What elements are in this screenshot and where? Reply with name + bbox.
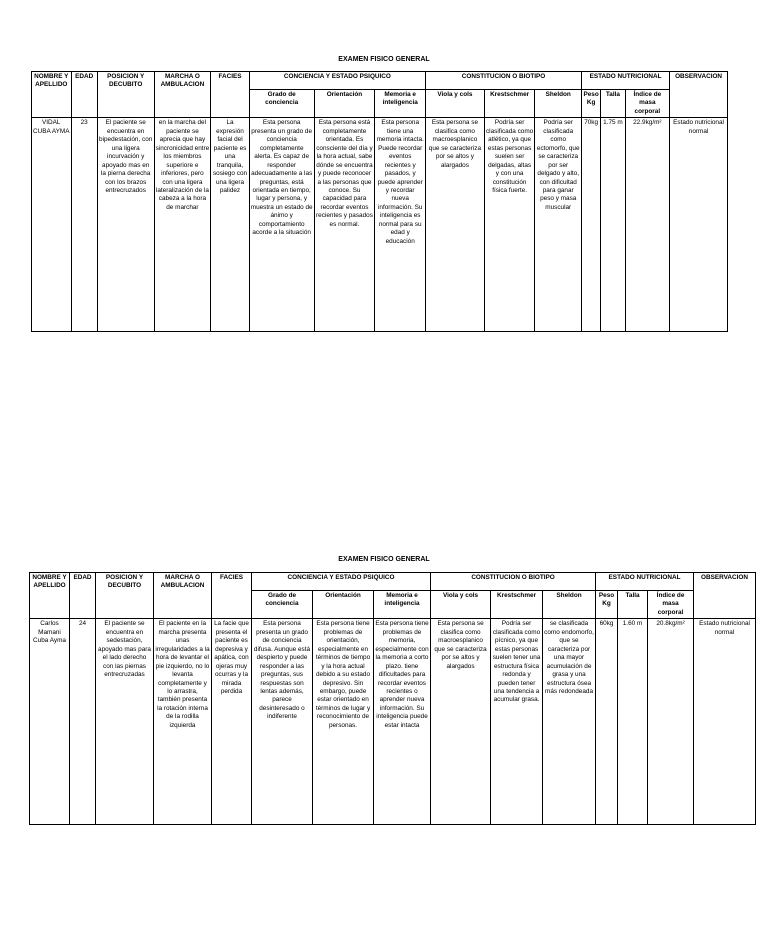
header-posicion: POSICION Y DECUBITO: [97, 72, 154, 118]
cell-edad: 23: [71, 118, 97, 332]
cell-imc: 20.8kg/m²: [648, 619, 694, 825]
cell-marcha: El paciente en la marcha presenta unas irregularidades a la hora de levantar el pie izquierdo, no lo levanta completamente y lo arrastra, también presenta la rotación interna de la rodilla izquierda: [154, 619, 212, 825]
header-kretschmer: Krestschmer: [484, 90, 535, 118]
header-nutricional: ESTADO NUTRICIONAL: [596, 573, 694, 591]
cell-orientacion: Esta persona está completamente orientada. Es consciente del día y la hora actual, sabe dónde se encuentra y puede reconocer a las personas que conoce. Su capacidad para recordar eventos recientes y pasados es normal.: [314, 118, 375, 332]
header-constitucion: CONSTITUCION O BIOTIPO: [431, 573, 596, 591]
header-peso: Peso Kg: [582, 90, 601, 118]
cell-memoria: Esta persona tiene problemas de memoria, especialmente con la memoria a corto plazo. tiene dificultades para recordar eventos recientes o aprender nueva información. Su inteligencia puede estar intacta: [374, 619, 431, 825]
cell-facies: La expresión facial del paciente es una tranquila, sosiego con una ligera palidez: [211, 118, 249, 332]
cell-nombre: Carlos Mamani Cuba Ayma: [30, 619, 70, 825]
cell-observacion: Estado nutricional normal: [694, 619, 756, 825]
cell-talla: 1.60 m: [618, 619, 648, 825]
header-peso: Peso Kg: [596, 591, 618, 619]
cell-sheldon: Podría ser clasificada como ectomorfo, que se caracteriza por ser delgado y alto, con dificultad para ganar peso y masa muscular: [535, 118, 582, 332]
cell-posicion: El paciente se encuentra en bipedestación, con una ligera incurvación y apoyado mas en la pierna derecha con los brazos entrecruzados: [97, 118, 154, 332]
header-talla: Talla: [618, 591, 648, 619]
header-nombre: NOMBRE Y APELLIDO: [32, 72, 72, 118]
header-facies: FACIES: [211, 72, 249, 118]
cell-viola: Esta persona se clasifica como macroesplanico que se caracteriza por se altos y alargados: [431, 619, 491, 825]
header-posicion: POSICION Y DECUBITO: [96, 573, 154, 619]
header-orientacion: Orientación: [314, 90, 375, 118]
cell-kretschmer: Podría ser clasificada como pícnico, ya que estas personas suelen tener una estructura física redonda y pueden tener una tendencia a acumular grasa.: [491, 619, 543, 825]
header-memoria: Memoria e inteligencia: [374, 591, 431, 619]
cell-observacion: Estado nutricional normal: [670, 118, 728, 332]
table-row: [30, 619, 756, 825]
header-marcha: MARCHA O AMBULACION: [154, 573, 212, 619]
exam-table: [31, 71, 728, 332]
header-nombre: NOMBRE Y APELLIDO: [30, 573, 70, 619]
header-grado: Grado de conciencia: [249, 90, 314, 118]
header-conciencia: CONCIENCIA Y ESTADO PSIQUICO: [252, 573, 431, 591]
cell-viola: Esta persona se clasifica como macroesplanico que se caracteriza por se altos y alargados: [426, 118, 485, 332]
cell-imc: 22.9kg/m²: [625, 118, 670, 332]
header-viola: Viola y cols: [426, 90, 485, 118]
header-marcha: MARCHA O AMBULACION: [154, 72, 211, 118]
header-observacion: OBSERVACION: [694, 573, 756, 619]
cell-kretschmer: Podría ser clasificada como atlético, ya que estas personas suelen ser delgadas, altas y con una constitución física fuerte.: [484, 118, 535, 332]
header-imc: Índice de masa corporal: [648, 591, 694, 619]
cell-sheldon: se clasificada como endomorfo, que se caracteriza por una mayor acumulación de grasa y una estructura ósea más redondeada: [543, 619, 596, 825]
cell-edad: 24: [70, 619, 96, 825]
cell-talla: 1.75 m: [601, 118, 625, 332]
cell-memoria: Esta persona tiene una memoria intacta. Puede recordar eventos recientes y pasados, y puede aprender y recordar nueva información. Su inteligencia es normal para su edad y educación: [375, 118, 426, 332]
cell-marcha: en la marcha del paciente se aprecia que hay sincronicidad entre los miembros superiore e inferiores, pero con una ligera lateralización de la cabeza a la hora de marchar: [154, 118, 211, 332]
header-observacion: OBSERVACION: [670, 72, 728, 118]
header-viola: Viola y cols: [431, 591, 491, 619]
cell-grado: Esta persona presenta un grado de conciencia completamente alerta. Es capaz de responder adecuadamente a las preguntas, está orientada en tiempo, lugar y persona, y muestra un estado de ánimo y comportamiento acorde a la situación: [249, 118, 314, 332]
cell-orientacion: Esta persona tiene problemas de orientación, especialmente en términos de tiempo y la hora actual debido a su estado depresivo. Sin embargo, puede estar orientado en términos de lugar y reconocimiento de personas.: [313, 619, 374, 825]
header-facies: FACIES: [212, 573, 252, 619]
header-conciencia: CONCIENCIA Y ESTADO PSIQUICO: [249, 72, 425, 90]
header-sheldon: Sheldon: [543, 591, 596, 619]
header-imc: Índice de masa corporal: [625, 90, 670, 118]
header-edad: EDAD: [71, 72, 97, 118]
section-title: EXAMEN FISICO GENERAL: [338, 56, 430, 63]
header-memoria: Memoria e inteligencia: [375, 90, 426, 118]
header-talla: Talla: [601, 90, 625, 118]
cell-nombre: VIDAL CUBA AYMA: [32, 118, 72, 332]
cell-facies: La facie que presenta el paciente es depresiva y apática, con ojeras muy ocurras y la mirada perdida: [212, 619, 252, 825]
table-row: [32, 118, 728, 332]
cell-posicion: El paciente se encuentra en sedestación, apoyado mas para el lado derecho con las piernas entrecruzadas: [96, 619, 154, 825]
cell-peso: 70kg: [582, 118, 601, 332]
header-grado: Grado de conciencia: [252, 591, 313, 619]
header-orientacion: Orientación: [313, 591, 374, 619]
header-constitucion: CONSTITUCION O BIOTIPO: [426, 72, 582, 90]
cell-grado: Esta persona presenta un grado de conciencia difusa. Aunque está despierto y puede responder a las preguntas, sus respuestas son lentas además, parece desinteresado o indiferente: [252, 619, 313, 825]
section-title: EXAMEN FISICO GENERAL: [338, 556, 430, 563]
header-edad: EDAD: [70, 573, 96, 619]
exam-table: [29, 572, 756, 825]
header-sheldon: Sheldon: [535, 90, 582, 118]
header-kretschmer: Krestschmer: [491, 591, 543, 619]
cell-peso: 60kg: [596, 619, 618, 825]
header-nutricional: ESTADO NUTRICIONAL: [582, 72, 670, 90]
